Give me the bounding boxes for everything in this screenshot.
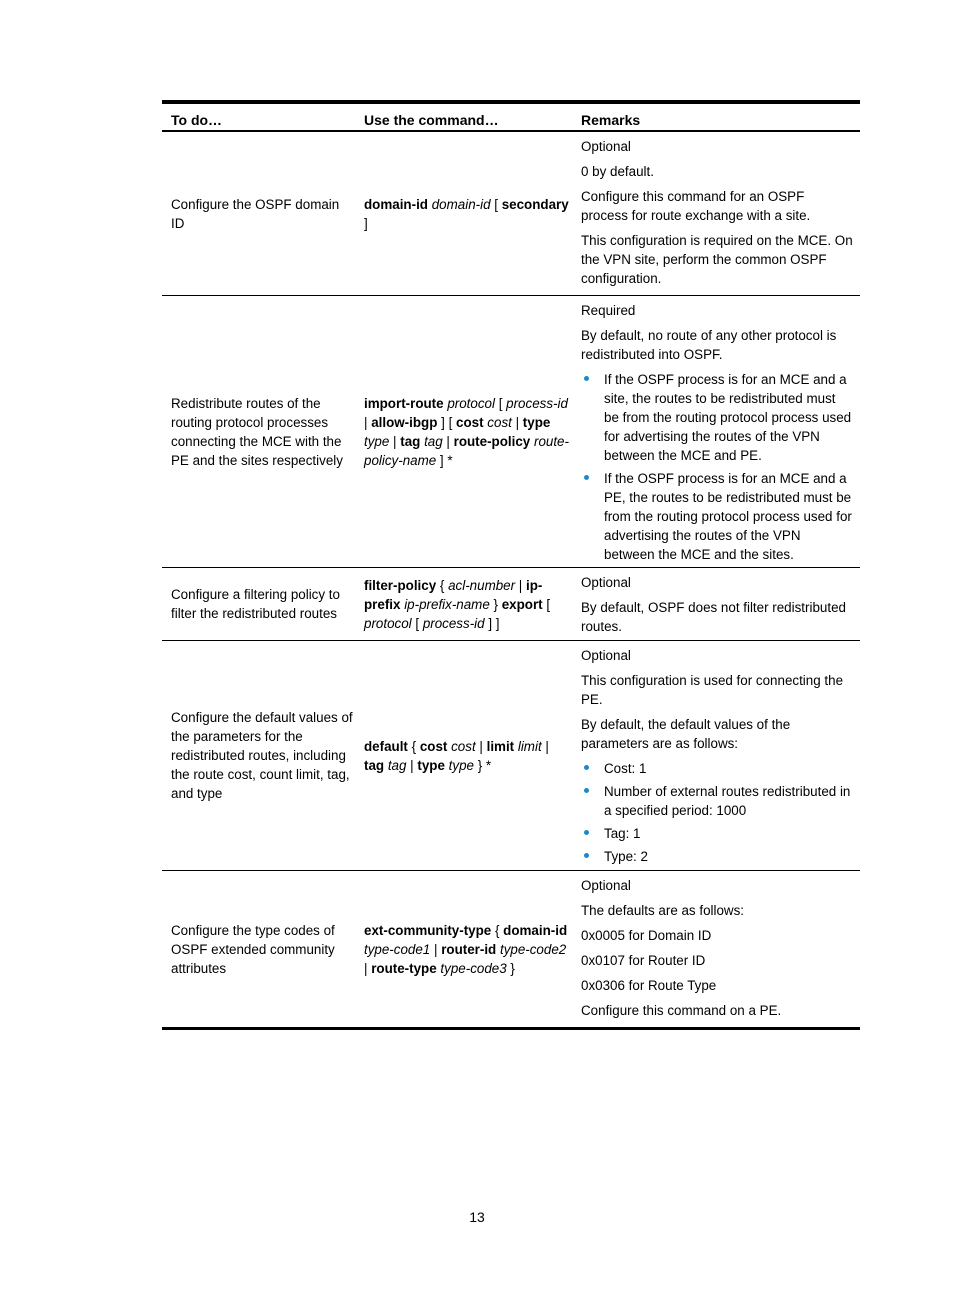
- command-argument: tag: [387, 757, 407, 773]
- command-syntax: [364, 394, 572, 470]
- remarks-cell: [572, 871, 860, 1027]
- command-symbol: |: [511, 414, 523, 430]
- command-symbol: {: [436, 577, 449, 593]
- command-cell: [355, 871, 572, 1027]
- remark-paragraph: Optional: [581, 139, 631, 154]
- command-symbol: ] *: [436, 452, 453, 468]
- command-keyword: tag: [364, 757, 385, 773]
- remarks-cell: [572, 568, 860, 640]
- remark-bullet: If the OSPF process is for an MCE and a site, the routes to be redistributed must be from the routing protocol process used for advertising the routes of the VPN between the MCE and PE.: [581, 370, 854, 465]
- todo-text: Configure the default values of the parameters for the redistributed routes, including the route cost, count limit, tag, and type: [171, 710, 353, 801]
- remark-paragraph: 0x0107 for Router ID: [581, 953, 706, 968]
- remark-paragraph: The defaults are as follows:: [581, 903, 745, 918]
- command-keyword: router-id: [441, 941, 497, 957]
- command-symbol: [: [411, 615, 423, 631]
- header-remarks: Remarks: [581, 112, 641, 128]
- remark-paragraph: Configure this command on a PE.: [581, 1003, 782, 1018]
- remark-bullet: Tag: 1: [581, 824, 854, 843]
- command-keyword: default: [364, 738, 408, 754]
- command-keyword: cost: [456, 414, 484, 430]
- command-argument: tag: [424, 433, 443, 449]
- remark-paragraph: By default, no route of any other protocol is redistributed into OSPF.: [581, 328, 837, 362]
- remark-paragraph: By default, OSPF does not filter redistributed routes.: [581, 600, 846, 634]
- command-argument: protocol: [447, 395, 495, 411]
- remarks-list: [581, 301, 854, 564]
- command-argument: type: [364, 433, 390, 449]
- command-argument: cost: [487, 414, 512, 430]
- command-argument: type: [448, 757, 474, 773]
- command-keyword: cost: [419, 738, 448, 754]
- command-keyword: filter-policy: [364, 577, 437, 593]
- remark-paragraph: By default, the default values of the parameters are as follows:: [581, 717, 791, 751]
- command-symbol: |: [541, 738, 549, 754]
- command-symbol: |: [364, 960, 372, 976]
- todo-cell: [162, 132, 355, 295]
- todo-cell: [162, 641, 355, 870]
- remark-paragraph: Configure this command for an OSPF process for route exchange with a site.: [581, 189, 811, 223]
- command-keyword: domain-id: [364, 196, 428, 212]
- command-syntax: [364, 576, 572, 633]
- header-todo: To do…: [171, 112, 223, 128]
- command-symbol: [: [494, 395, 507, 411]
- todo-text: Configure the type codes of OSPF extended community attributes: [171, 922, 335, 976]
- command-symbol: |: [430, 941, 442, 957]
- table-row: [162, 132, 860, 296]
- command-argument: type-code1: [364, 941, 431, 957]
- remark-bullet: Cost: 1: [581, 759, 854, 778]
- command-argument: process-id: [422, 615, 485, 631]
- command-keyword: limit: [486, 738, 515, 754]
- command-keyword: tag: [400, 433, 421, 449]
- remark-bullet: Number of external routes redistributed in a specified period: 1000: [581, 782, 854, 820]
- remarks-list: [581, 876, 854, 1020]
- remark-paragraph: Required: [581, 303, 636, 318]
- command-symbol: ]: [364, 215, 368, 231]
- remark-paragraph: Optional: [581, 575, 631, 590]
- command-keyword: route-type: [371, 960, 437, 976]
- command-symbol: [: [542, 596, 551, 612]
- command-cell: [355, 641, 572, 870]
- command-syntax: [364, 737, 572, 775]
- command-keyword: allow-ibgp: [371, 414, 438, 430]
- command-symbol: ] [: [437, 414, 457, 430]
- remarks-cell: [572, 641, 860, 870]
- command-argument: ip-prefix-name: [404, 596, 490, 612]
- command-argument: protocol: [364, 615, 412, 631]
- command-argument: limit: [517, 738, 542, 754]
- remarks-list: [581, 646, 854, 866]
- remark-paragraph: Optional: [581, 878, 631, 893]
- command-symbol: |: [475, 738, 487, 754]
- command-keyword: ip-prefix: [364, 577, 543, 612]
- todo-cell: [162, 296, 355, 567]
- command-keyword: route-policy: [453, 433, 531, 449]
- command-argument: type-code2: [499, 941, 567, 957]
- command-symbol: } *: [473, 757, 492, 773]
- command-symbol: |: [442, 433, 454, 449]
- page-number: 13: [469, 1209, 485, 1225]
- remark-paragraph: 0 by default.: [581, 164, 654, 179]
- command-argument: type-code3: [440, 960, 507, 976]
- command-argument: acl-number: [448, 577, 516, 593]
- command-symbol: {: [491, 922, 504, 938]
- table-header: [162, 104, 860, 132]
- command-symbol: ] ]: [484, 615, 500, 631]
- remarks-cell: [572, 132, 860, 295]
- command-argument: domain-id: [431, 196, 491, 212]
- command-keyword: type: [417, 757, 445, 773]
- command-symbol: [: [490, 196, 502, 212]
- header-command: Use the command…: [364, 112, 499, 128]
- command-cell: [355, 132, 572, 295]
- command-cell: [355, 296, 572, 567]
- command-keyword: ext-community-type: [364, 922, 492, 938]
- command-symbol: |: [389, 433, 401, 449]
- command-syntax: [364, 921, 572, 978]
- remark-paragraph: 0x0005 for Domain ID: [581, 928, 712, 943]
- command-keyword: import-route: [364, 395, 444, 411]
- command-keyword: type: [522, 414, 551, 430]
- table-row: [162, 296, 860, 568]
- remarks-list: [581, 573, 854, 636]
- remarks-cell: [572, 296, 860, 567]
- command-argument: route-policy-name: [364, 433, 569, 468]
- todo-cell: [162, 871, 355, 1027]
- command-symbol: |: [515, 577, 526, 593]
- command-keyword: export: [501, 596, 543, 612]
- remark-paragraph: Optional: [581, 648, 631, 663]
- command-symbol: |: [364, 414, 372, 430]
- todo-text: Configure a filtering policy to filter the redistributed routes: [171, 587, 340, 621]
- command-symbol: }: [506, 960, 515, 976]
- remark-bullet: Type: 2: [581, 847, 854, 866]
- command-argument: cost: [451, 738, 476, 754]
- command-keyword: domain-id: [503, 922, 568, 938]
- table-row: [162, 871, 860, 1030]
- remark-bullet: If the OSPF process is for an MCE and a PE, the routes to be redistributed must be from the routing protocol process used for advertising the routes of the VPN between the MCE and the sites.: [581, 469, 854, 564]
- command-keyword: secondary: [501, 196, 569, 212]
- command-cell: [355, 568, 572, 640]
- command-argument: process-id: [506, 395, 568, 411]
- remark-paragraph: This configuration is required on the MCE. On the VPN site, perform the common OSPF configuration.: [581, 233, 853, 286]
- command-table: [162, 100, 860, 1030]
- remark-paragraph: 0x0306 for Route Type: [581, 978, 717, 993]
- remark-paragraph: This configuration is used for connecting the PE.: [581, 673, 844, 707]
- table-row: [162, 568, 860, 641]
- table-row: [162, 641, 860, 871]
- command-symbol: }: [489, 596, 502, 612]
- todo-text: Redistribute routes of the routing protocol processes connecting the MCE with the PE and the sites respectively: [171, 395, 343, 468]
- todo-text: Configure the OSPF domain ID: [171, 196, 340, 231]
- todo-cell: [162, 568, 355, 640]
- command-symbol: |: [406, 757, 418, 773]
- command-symbol: {: [407, 738, 420, 754]
- remarks-list: [581, 137, 854, 288]
- command-syntax: [364, 195, 572, 233]
